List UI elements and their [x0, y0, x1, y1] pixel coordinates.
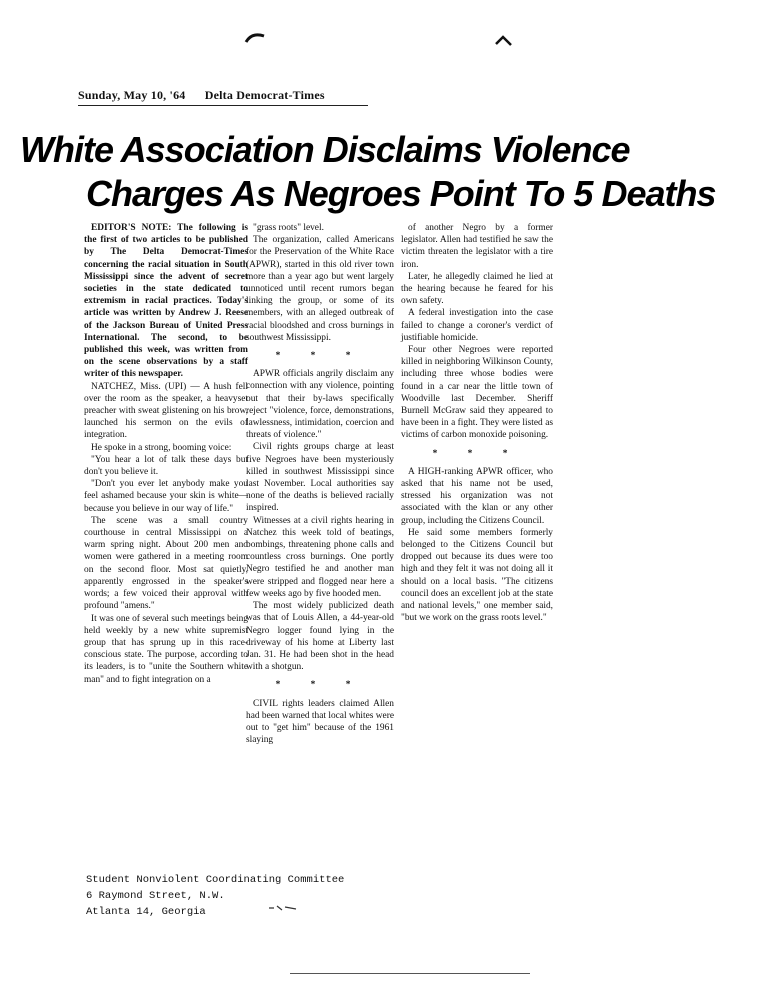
article-paragraph: A HIGH-ranking APWR officer, who asked that his name not be used, stressed his organization was not associated with the klan or any other group, including the Citizens Council. [401, 466, 553, 526]
section-break-asterisks: * * * [432, 448, 522, 459]
article-paragraph: He spoke in a strong, booming voice: [91, 442, 232, 453]
headline-line-2: Charges As Negroes Point To 5 Deaths [86, 173, 716, 214]
article-column-2 [246, 222, 394, 746]
article-paragraph: "You hear a lot of talk these days but don't you believe it. [84, 454, 248, 478]
headline [20, 128, 720, 216]
section-break-asterisks: * * * [275, 680, 365, 691]
article-paragraph: Four other Negroes were reported killed in neighboring Wilkinson County, including three whose bodies were found in a car near the little town of Woodville last December. Sheriff Burnell McGraw said they appeared to have been in a fight. They were listed as victims of carbon monoxide poisoning. [401, 345, 553, 441]
article-paragraph: CIVIL rights leaders claimed Allen had been warned that local whites were out to "get him" because of the 1961 slaying [246, 698, 394, 746]
article-paragraph: "Don't you ever let anybody make you feel ashamed because your skin is white—because you believe in our way of life." [84, 479, 248, 514]
address-line-city: Atlanta 14, Georgia [86, 906, 206, 918]
article-paragraph: APWR officials angrily disclaim any connection with any violence, pointing out that their by-laws specifically reject "violence, force, demonstrations, lawlessness, intimidation, coercion and threats of violence." [246, 369, 394, 441]
address-line-street: 6 Raymond Street, N.W. [86, 890, 225, 902]
article-column-3 [401, 222, 553, 625]
article-paragraph: The organization, called Americans for the Preservation of the White Race (APWR), started in this old river town more than a year ago but went largely unnoticed until recent rumors began linking the group, or some of its members, with an alleged outbreak of racial bloodshed and cross burnings in southwest Mississippi. [246, 235, 394, 343]
article-paragraph: Later, he allegedly claimed he lied at the hearing because he feared for his own safety. [401, 271, 553, 307]
bottom-scan-line [290, 973, 530, 974]
scan-mark-top-right [494, 34, 514, 48]
article-paragraph: NATCHEZ, Miss. (UPI) — A hush fell over the room as the speaker, a heavyset preacher with sweat glistening on his brow, launched his sermon on the evils of integration. [84, 381, 248, 441]
dateline-rule [78, 105, 368, 106]
article-paragraph: He said some members formerly belonged to the Citizens Council but dropped out because its dues were too high and they felt it was not doing all it should on a local basis. "The citizens council does an excellent job at the state and national levels," one member said, "but we work on the grass roots level." [401, 527, 553, 624]
issue-date: Sunday, May 10, '64 [78, 88, 186, 102]
address-line-organization: Student Nonviolent Coordinating Committee [86, 874, 345, 886]
article-paragraph: EDITOR'S NOTE: The following is the first of two articles to be published by The Delta Democrat-Times concerning the racial situation in South Mississippi since the advent of secret societies in the state dedicated to extremism in racial practices. Today's article was written by Andrew J. Reese of the Jackson Bureau of United Press International. The second, to be published this week, was written from on the scene observations by a staff writer of this newspaper. [84, 223, 248, 380]
article-paragraph: The scene was a small country courthouse in central Mississippi on a warm spring night. About 200 men and women were gathered in a meeting room on the second floor. Most sat quietly, apparently engrossed in the speaker's words; a few voiced their approval with profound "amens." [84, 515, 248, 612]
sncc-address [86, 872, 344, 920]
headline-line-1: White Association Disclaims Violence [20, 129, 630, 170]
newspaper-dateline [78, 88, 325, 103]
section-break-asterisks: * * * [275, 351, 365, 362]
article-paragraph: of another Negro by a former legislator. Allen had testified he saw the victim threaten the legislator with a tire iron. [401, 223, 553, 270]
article-paragraph: Witnesses at a civil rights hearing in Natchez this week told of beatings, bombings, threatening phone calls and countless cross burnings. One portly Negro testified he and another man were stripped and flogged near here a few weeks ago by five hooded men. [246, 515, 394, 599]
archive-stamp [268, 904, 298, 915]
scan-mark-top-left [244, 30, 268, 44]
article-paragraph: It was one of several such meetings being held weekly by a new white supremist group that has sprung up in this race-conscious state. The purpose, according to its leaders, is to "unite the Southern white man" and to fight integration on a [84, 613, 248, 685]
article-column-1 [84, 222, 248, 686]
newspaper-name: Delta Democrat-Times [204, 88, 325, 102]
article-paragraph: The most widely publicized death was that of Louis Allen, a 44-year-old Negro logger found lying in the driveway of his home at Liberty last Jan. 31. He had been shot in the head with a shotgun. [246, 601, 394, 673]
article-paragraph: Civil rights groups charge at least five Negroes have been mysteriously killed in southwest Mississippi since last November. Local authorities say none of the deaths is believed racially inspired. [246, 442, 394, 514]
article-paragraph: A federal investigation into the case failed to change a coroner's verdict of justifiable homicide. [401, 308, 553, 343]
article-paragraph: "grass roots" level. [253, 223, 324, 233]
